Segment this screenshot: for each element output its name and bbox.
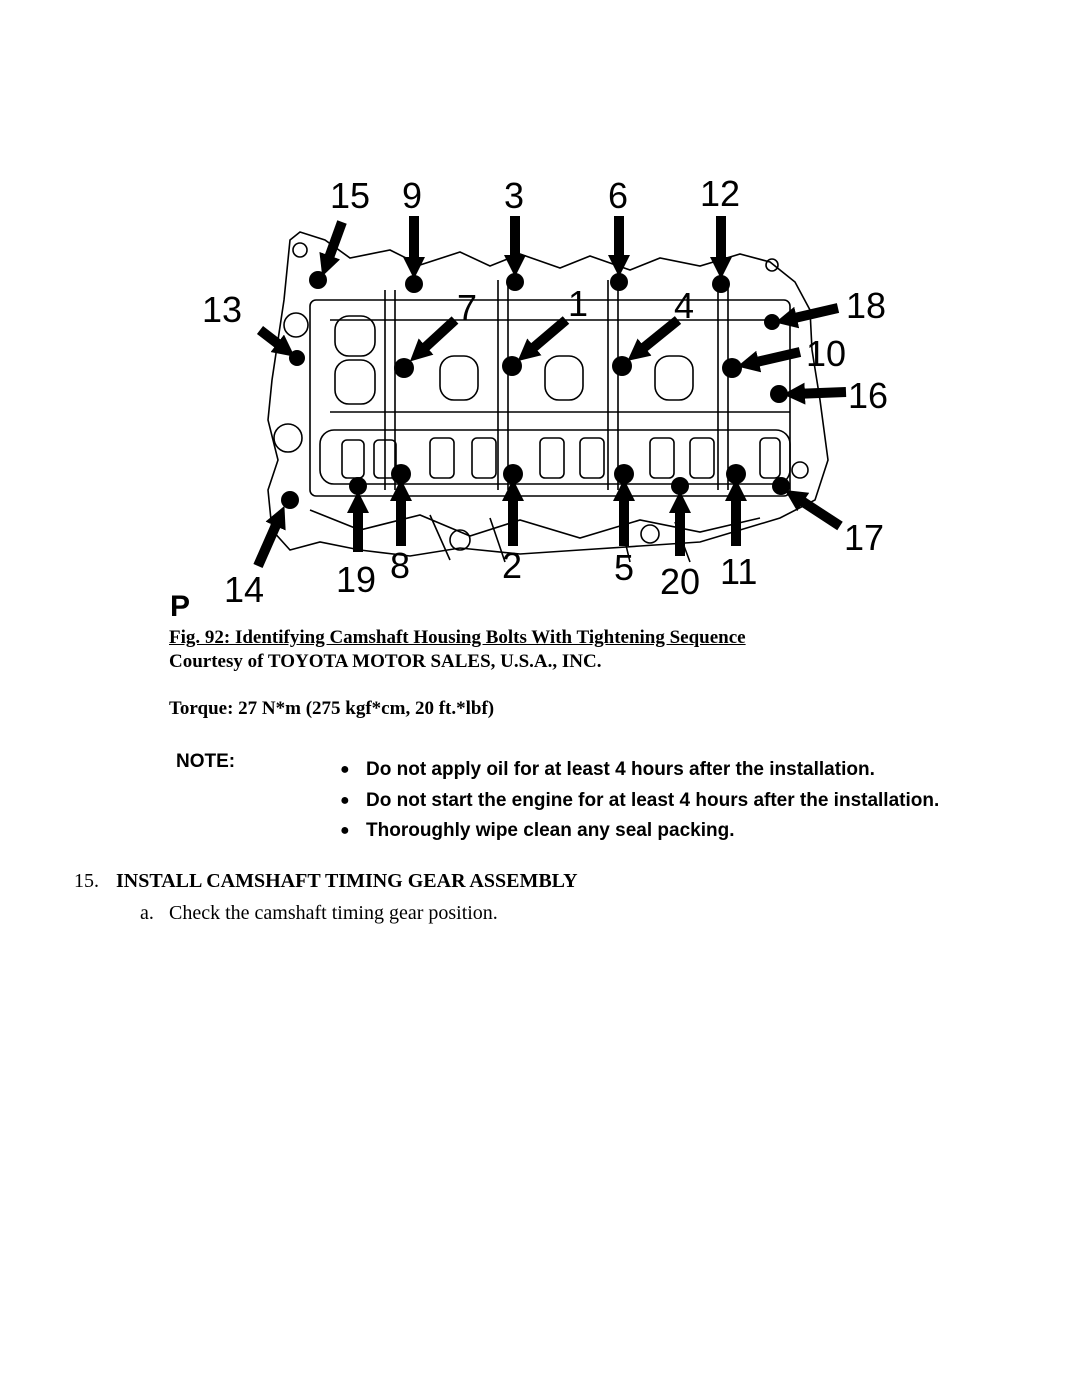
- arrow: [794, 496, 840, 526]
- engine-line-drawing: [268, 232, 828, 562]
- bolt: [391, 464, 411, 484]
- arrow: [526, 320, 566, 354]
- bullet-icon: ●: [340, 822, 350, 840]
- arrow: [794, 392, 846, 394]
- step-heading: INSTALL CAMSHAFT TIMING GEAR ASSEMBLY: [116, 870, 578, 892]
- callout-17: 17: [844, 517, 885, 558]
- bullet-icon: ●: [340, 761, 350, 779]
- callout-15: 15: [330, 175, 371, 216]
- callout-13: 13: [202, 289, 243, 330]
- bolt: [281, 491, 299, 509]
- callout-11: 11: [720, 551, 758, 592]
- bolt: [726, 464, 746, 484]
- step-number: 15.: [74, 870, 99, 892]
- callout-20: 20: [660, 561, 701, 602]
- note-label: NOTE:: [176, 751, 236, 772]
- callout-8: 8: [390, 545, 411, 586]
- torque-spec: Torque: 27 N*m (275 kgf*cm, 20 ft.*lbf): [169, 698, 495, 719]
- callout-19: 19: [336, 559, 377, 600]
- figure-title: Fig. 92: Identifying Camshaft Housing Bolts With Tightening Sequence: [169, 627, 746, 648]
- bolt: [289, 350, 305, 366]
- substep-text: Check the camshaft timing gear position.: [169, 902, 498, 924]
- bolt: [502, 356, 522, 376]
- note-item-text: Thoroughly wipe clean any seal packing.: [366, 820, 735, 842]
- procedure-substep: [140, 902, 498, 925]
- callout-1: 1: [568, 283, 589, 324]
- arrow: [258, 516, 280, 566]
- bolt: [349, 477, 367, 495]
- arrow: [636, 320, 678, 354]
- callout-18: 18: [846, 285, 887, 326]
- bullet-icon: ●: [340, 791, 350, 809]
- callout-9: 9: [402, 175, 423, 216]
- callout-2: 2: [502, 545, 523, 586]
- bolt: [712, 275, 730, 293]
- arrow: [326, 222, 342, 266]
- arrow: [748, 352, 800, 364]
- list-item: [340, 786, 939, 817]
- callout-14: 14: [224, 569, 265, 610]
- bolt: [506, 273, 524, 291]
- bolt: [772, 477, 790, 495]
- camshaft-housing-figure: [160, 170, 900, 620]
- arrow: [418, 320, 455, 354]
- bolt: [610, 273, 628, 291]
- bolt: [405, 275, 423, 293]
- list-item: [340, 816, 939, 847]
- procedure-step: [74, 870, 578, 893]
- bolt: [309, 271, 327, 289]
- bolt: [614, 464, 634, 484]
- bolt: [770, 385, 788, 403]
- figure-caption: [169, 626, 746, 674]
- callout-4: 4: [674, 285, 695, 326]
- bolt: [394, 358, 414, 378]
- callout-6: 6: [608, 175, 629, 216]
- callout-3: 3: [504, 175, 525, 216]
- callout-10: 10: [806, 333, 847, 374]
- callout-16: 16: [848, 375, 889, 416]
- list-item: [340, 755, 939, 786]
- note-item-text: Do not apply oil for at least 4 hours after the installation.: [366, 759, 875, 781]
- bolt: [612, 356, 632, 376]
- arrow: [260, 330, 286, 350]
- bolt: [671, 477, 689, 495]
- figure-courtesy: Courtesy of TOYOTA MOTOR SALES, U.S.A., INC.: [169, 651, 602, 672]
- bolt: [764, 314, 780, 330]
- bolt: [722, 358, 742, 378]
- note-item-text: Do not start the engine for at least 4 hours after the installation.: [366, 789, 940, 811]
- callout-7: 7: [457, 287, 478, 328]
- callout-5: 5: [614, 547, 635, 588]
- sequence-arrows: [258, 216, 846, 566]
- substep-letter: a.: [140, 902, 154, 924]
- note-list: [340, 755, 939, 847]
- arrow: [786, 308, 838, 320]
- callout-12: 12: [700, 173, 741, 214]
- bolt: [503, 464, 523, 484]
- panel-letter: P: [170, 590, 191, 620]
